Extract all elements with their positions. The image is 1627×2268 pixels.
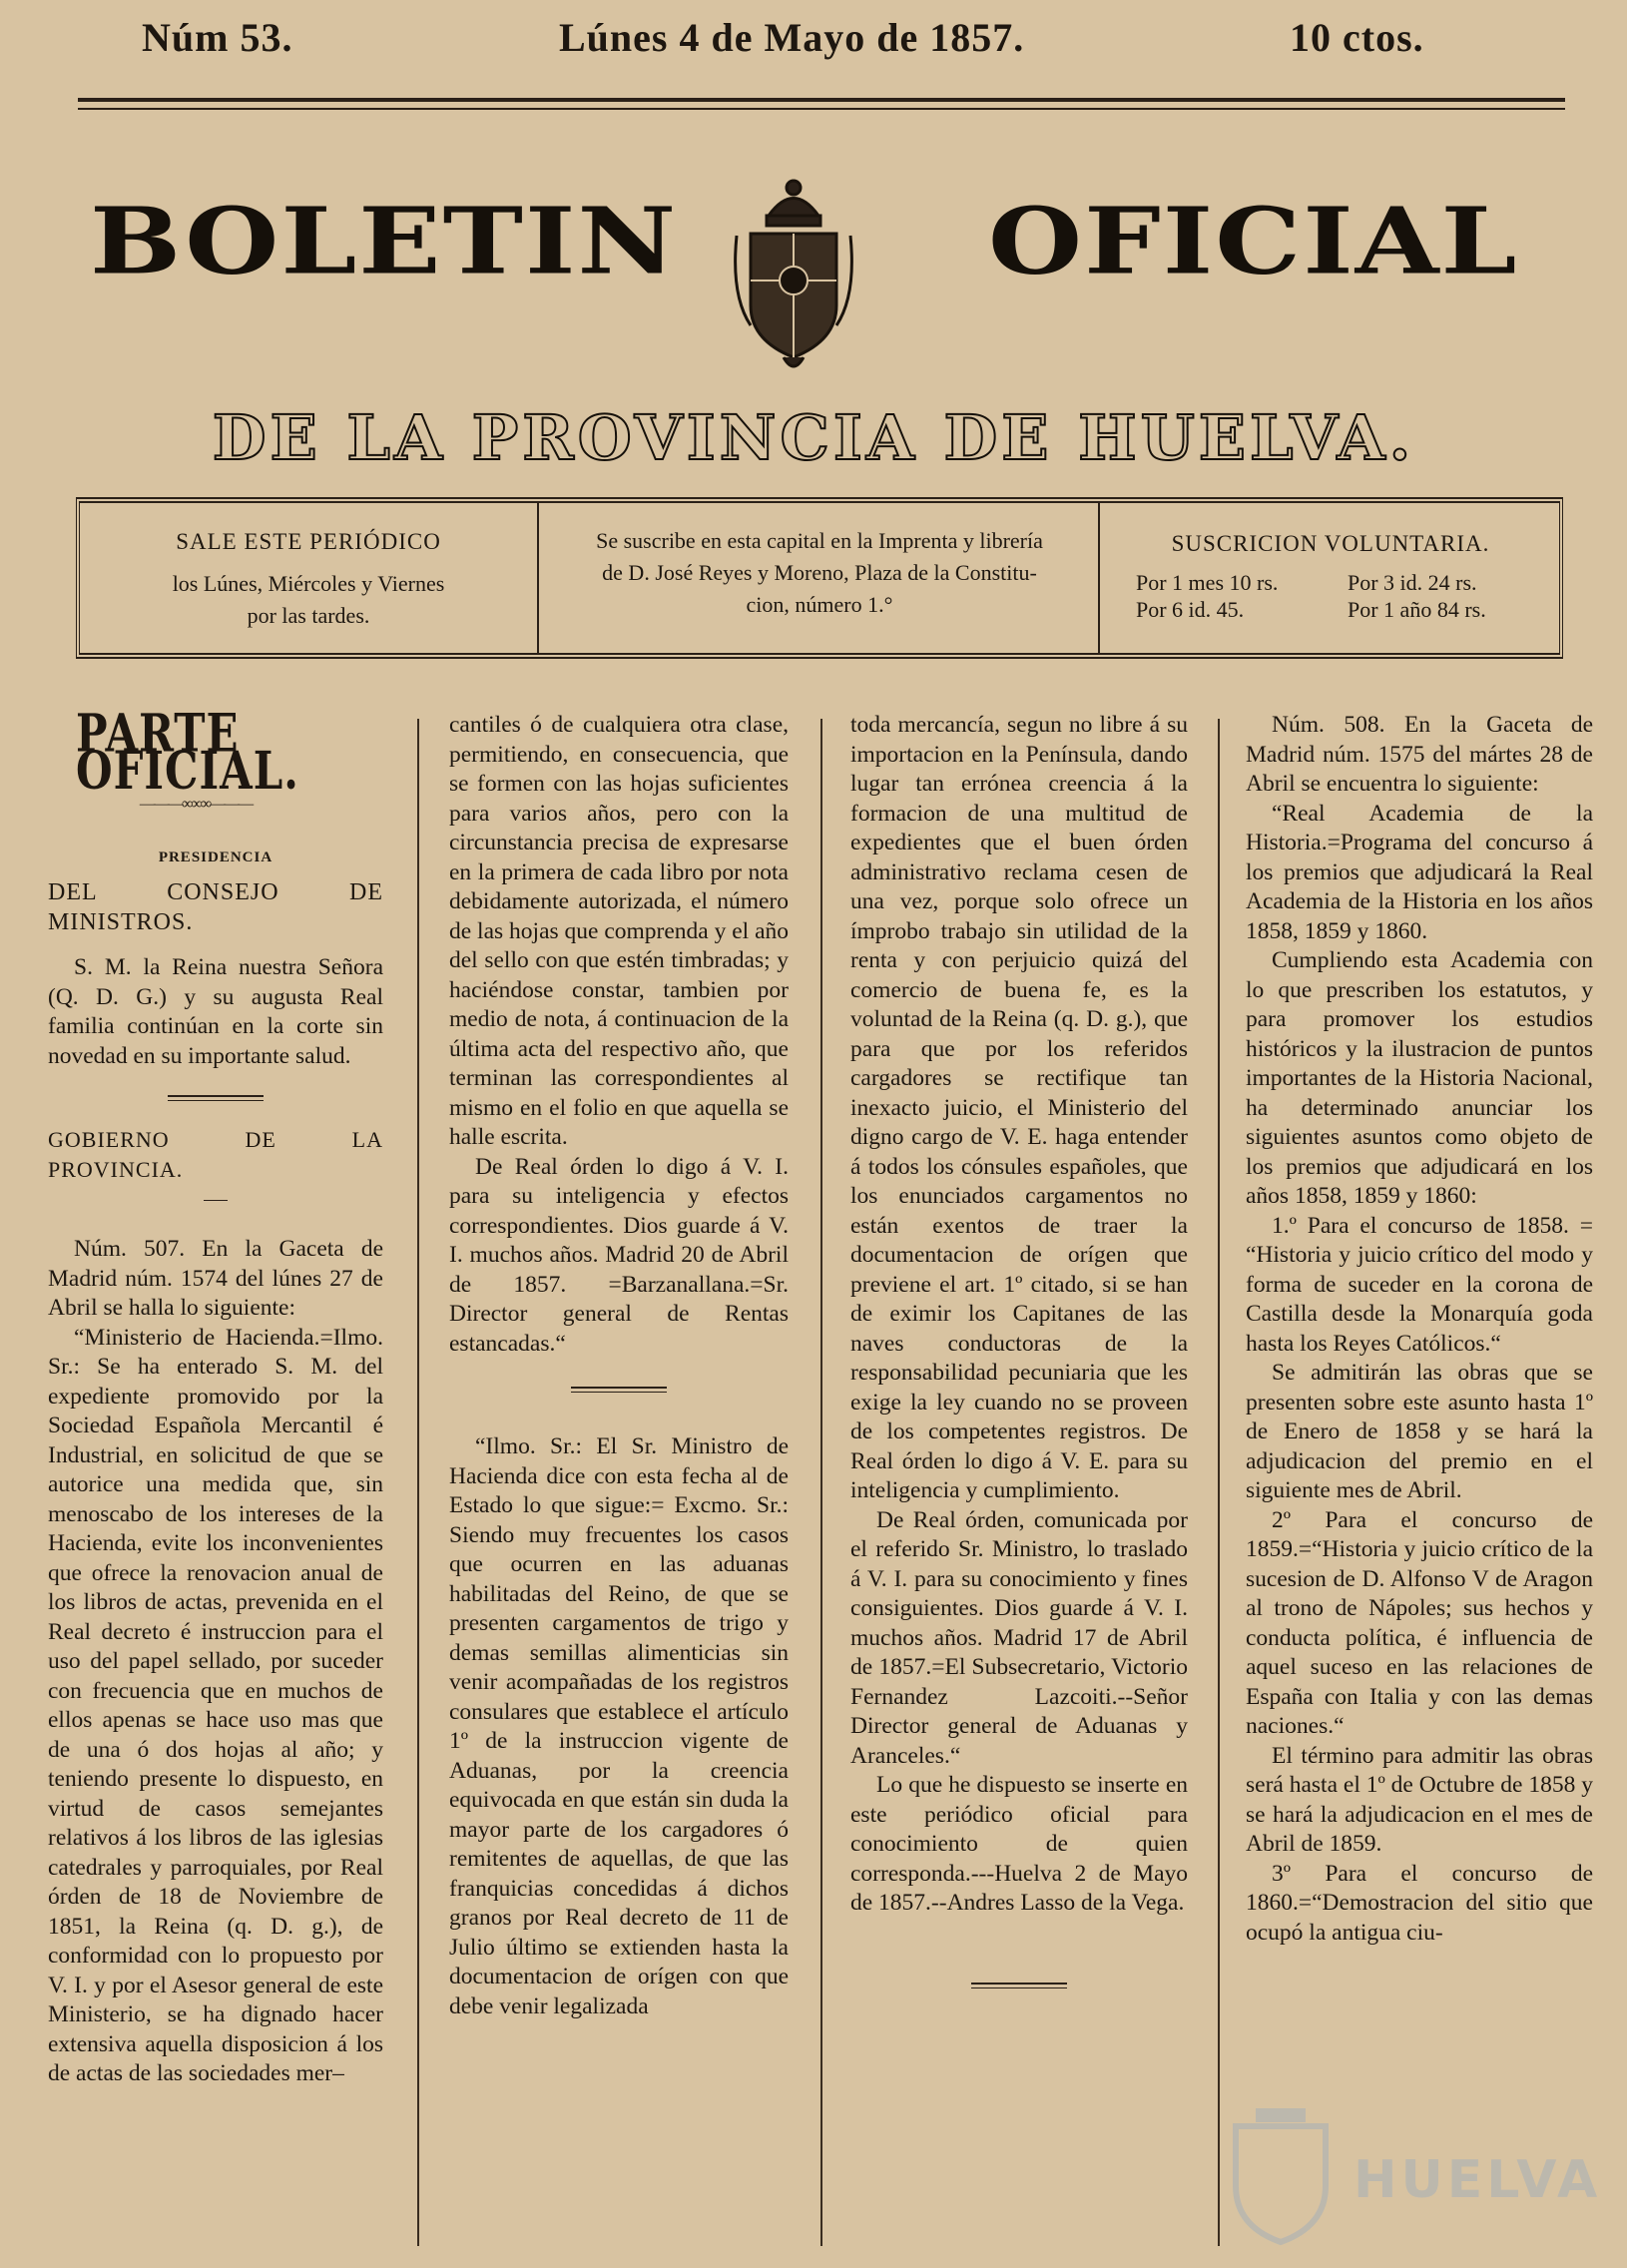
- rate-1-month: Por 1 mes 10 rs.: [1136, 570, 1279, 596]
- subscription-rates: [1102, 503, 1559, 653]
- column-4: [1246, 711, 1593, 1948]
- short-rule: [204, 1200, 228, 1201]
- publication-days: [80, 503, 539, 653]
- watermark-text: HUELVA: [1354, 2150, 1602, 2210]
- paragraph: Núm. 507. En la Gaceta de Madrid núm. 1574 del lúnes 27 de Abril se halla lo siguiente:: [48, 1236, 383, 1321]
- paragraph: Lo que he dispuesto se inserte en este periódico oficial para conocimiento de quien corresponda.---Huelva 2 de Mayo de 1857.--Andres Lasso de la Vega.: [850, 1772, 1188, 1916]
- ornament-divider: ———∞∞∞———: [139, 796, 253, 813]
- section-parte-oficial: PARTE OFICIAL.: [76, 702, 299, 801]
- column-divider: [1218, 719, 1220, 2246]
- title-boletin: BOLETIN: [90, 188, 679, 295]
- paragraph: 1.º Para el concurso de 1858. = “Historia y juicio crítico del modo y forma de suceder en la corona de Castilla desde la Monarquía goda hasta los Reyes Católicos.“: [1246, 1212, 1593, 1357]
- paragraph: “Real Academia de la Historia.=Programa del concurso á los premios que adjudicará la Real Academia de la Historia en los años 1858, 1859 y 1860.: [1246, 800, 1593, 944]
- consejo-heading: DEL CONSEJO DE MINISTROS.: [48, 879, 383, 935]
- issue-price: 10 ctos.: [1290, 15, 1424, 60]
- section-separator: [971, 1983, 1067, 1988]
- rate-3-months: Por 3 id. 24 rs.: [1348, 570, 1477, 596]
- suscribe-line-3: cion, número 1.°: [746, 591, 893, 617]
- column-2: [449, 711, 789, 2021]
- paragraph: “Ministerio de Hacienda.=Ilmo. Sr.: Se ha enterado S. M. del expediente promovido por la Sociedad Española Mercantil é Industrial, en solicitud de que se autorice una medida que, sin menoscabo de los intereses de la Hacienda, evite los inconvenientes que ofrece la renovacion anual de los libros de actas, prevenida en el Real decreto é instruccion para el uso del papel sellado, por suceder con frecuencia que en muchos de ellos apenas se hace uso mas que de una ó dos hojas al año; y teniendo presente lo dispuesto, en virtud de casos semejantes relativos á los libros de las iglesias catedrales y parroquiales, por Real órden de 18 de Noviembre de 1851, la Reina (q. D. g.), de conformidad con lo propuesto por V. I. y por el Asesor general de este Ministerio, se ha dignado hacer extensiva aquella disposicion á los de actas de las sociedades mer–: [48, 1324, 383, 2086]
- paragraph: 3º Para el concurso de 1860.=“Demostracion del sitio que ocupó la antigua ciu-: [1246, 1860, 1593, 1946]
- paragraph: “Ilmo. Sr.: El Sr. Ministro de Hacienda dice con esta fecha al de Estado lo que sigue:= Excmo. Sr.: Siendo muy frecuentes los casos que ocurren en las aduanas habilitadas del Reino, de que se presenten cargamentos de trigo y demas semillas alimenticias sin venir acompañadas de los registros consulares que establece el artículo 1º de la instruccion vigente de Aduanas, por la creencia equivocada en que están sin duda la mayor parte de los cargadores ó remitentes de aquellas, de que las franquicias concedidas á dichos granos por Real decreto de 11 de Julio último se extienden hasta la documentacion de orígen con que debe venir legalizada: [449, 1433, 789, 2019]
- title-oficial: OFICIAL: [988, 188, 1519, 295]
- paragraph: 2º Para el concurso de 1859.=“Historia y juicio crítico de la sucesion de D. Alfonso V de Aragon al trono de Nápoles; sus hechos y conducta política, é influencia de aquel suceso en las relaciones de España con Italia y con las demas naciones.“: [1246, 1506, 1593, 1739]
- presidencia-heading: PRESIDENCIA: [158, 849, 273, 865]
- issue-date: Lúnes 4 de Mayo de 1857.: [559, 15, 1025, 60]
- sale-days: los Lúnes, Miércoles y Viernes: [172, 571, 445, 597]
- suscribe-line-2: de D. José Reyes y Moreno, Plaza de la Constitu-: [602, 559, 1037, 585]
- column-3: [850, 711, 1188, 1988]
- column-divider: [417, 719, 419, 2246]
- subscription-infobox: [76, 497, 1563, 659]
- section-separator: [168, 1095, 264, 1101]
- paragraph: toda mercancía, segun no libre á su importacion en la Península, dando lugar tan errónea creencia á la formacion de una multitud de expedientes que el buen órden administrativo reclama cesen de una vez, porque solo ofrece un ímprobo trabajo sin utilidad de la renta y con perjuicio quizá del comercio de buena fe, es la voluntad de la Reina (q. D. g.), que para que por los referidos cargadores se rectifique tan inexacto juicio, el Ministerio del digno cargo de V. E. haga entender á todos los cónsules españoles, que los enunciados cargamentos no están exentos de traer la documentacion de orígen que previene el art. 1º citado, si se han de eximir los Capitanes de las naves conductoras de la responsabilidad pecuniaria que les exige la ley cuando no se proveen de los competentes registros. De Real órden lo digo á V. E. para su inteligencia y cumplimiento.: [850, 712, 1188, 1503]
- suscribe-line-1: Se suscribe en esta capital en la Imprenta y librería: [596, 528, 1043, 553]
- section-separator: [571, 1387, 667, 1393]
- rate-6-months: Por 6 id. 45.: [1136, 596, 1245, 622]
- paragraph: De Real órden lo digo á V. I. para su inteligencia y efectos correspondientes. Dios guarde á V. I. muchos años. Madrid 20 de Abril de 1857. =Barzanallana.=Sr. Director general de Rentas estancadas.“: [449, 1153, 789, 1357]
- paragraph: Cumpliendo esta Academia con lo que prescriben los estatutos, y para promover los estudios históricos y la ilustracion de puntos importantes de la Historia Nacional, ha determinado anunciar los siguientes asuntos como objeto de los premios que adjudicará en los años 1858, 1859 y 1860:: [1246, 947, 1593, 1209]
- paragraph: Núm. 508. En la Gaceta de Madrid núm. 1575 del mártes 28 de Abril se encuentra lo siguiente:: [1246, 712, 1593, 797]
- shield-icon: [1226, 2106, 1336, 2246]
- sale-time: por las tardes.: [247, 603, 370, 629]
- column-1: [48, 702, 383, 2089]
- royal-crest-icon: [729, 176, 858, 380]
- subtitle-provincia: DE LA PROVINCIA DE HUELVA.: [212, 401, 1415, 474]
- sale-heading: SALE ESTE PERIÓDICO: [176, 529, 441, 554]
- column-divider: [820, 719, 822, 2246]
- subscription-place: [541, 503, 1100, 653]
- paragraph: cantiles ó de cualquiera otra clase, permitiendo, en consecuencia, que se formen con las hojas suficientes para varios años, pero con la circunstancia precisa de expresarse en la primera de cada libro por nota debidamente autorizada, el número de las hojas que comprenda y el año del sello con que estén timbradas; y haciéndose constar, tambien por medio de nota, á continuacion de la última acta del respectivo año, que terminan las correspondientes al mismo en el folio en que aquella se halle escrita.: [449, 712, 789, 1150]
- paragraph: El término para admitir las obras será hasta el 1º de Octubre de 1858 y se hará la adjudicacion en el mes de Abril de 1859.: [1246, 1742, 1593, 1857]
- paragraph: De Real órden, comunicada por el referido Sr. Ministro, lo traslado á V. I. para su conocimiento y fines consiguientes. Dios guarde á V. I. muchos años. Madrid 17 de Abril de 1857.=El Subsecretario, Victorio Fernandez Lazcoiti.--Señor Director general de Aduanas y Aranceles.“: [850, 1506, 1188, 1769]
- archive-watermark: [1226, 2106, 1602, 2256]
- header-rule: [78, 98, 1565, 110]
- rate-1-year: Por 1 año 84 rs.: [1348, 596, 1486, 622]
- paragraph: S. M. la Reina nuestra Señora (Q. D. G.) y su augusta Real familia continúan en la corte sin novedad en su importante salud.: [48, 954, 383, 1069]
- paragraph: Se admitirán las obras que se presenten sobre este asunto hasta 1º de Enero de 1858 y se hará la adjudicacion del premio en el siguiente mes de Abril.: [1246, 1360, 1593, 1503]
- issue-number: Núm 53.: [142, 15, 293, 60]
- gobierno-heading: GOBIERNO DE LA PROVINCIA.: [48, 1127, 383, 1182]
- rates-heading: SUSCRICION VOLUNTARIA.: [1171, 531, 1490, 556]
- masthead-topline: [0, 14, 1627, 74]
